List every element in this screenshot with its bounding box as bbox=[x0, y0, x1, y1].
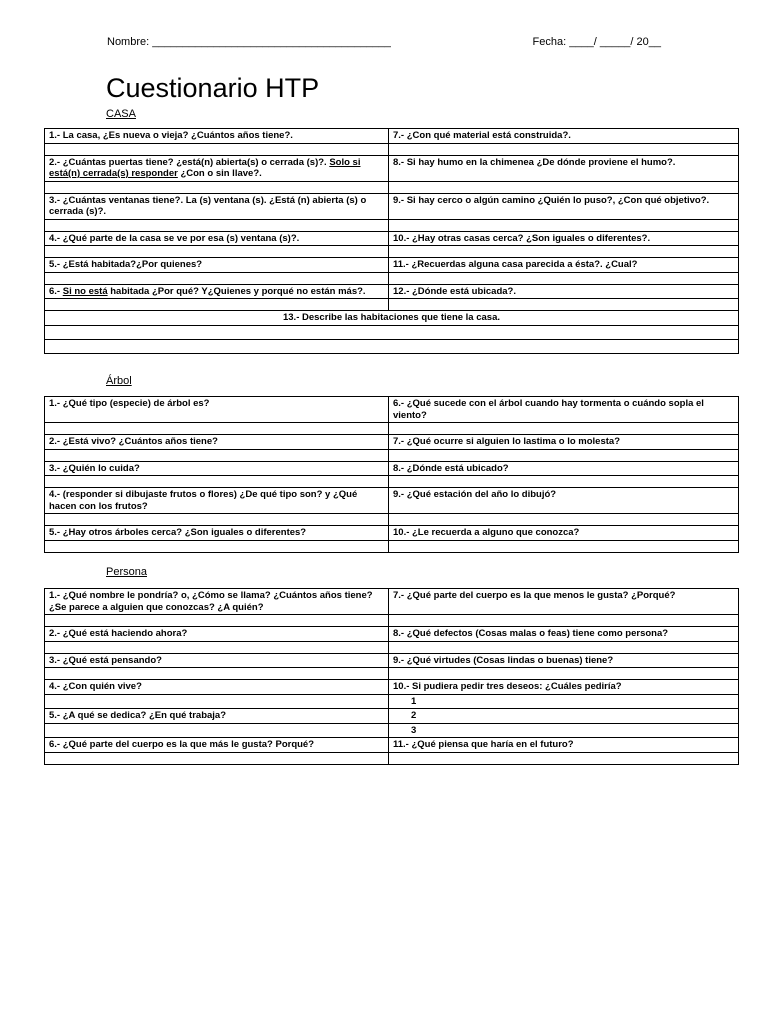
answer-cell[interactable] bbox=[45, 476, 389, 488]
question-persona-7: 7.- ¿Qué parte del cuerpo es la que menos le gusta? ¿Porqué? bbox=[389, 589, 739, 615]
wish-row bbox=[45, 723, 739, 738]
question-arbol-4: 4.- (responder si dibujaste frutos o flores) ¿De qué tipo son? y ¿Qué hacen con los frutos? bbox=[45, 488, 389, 514]
answer-cell[interactable] bbox=[45, 668, 389, 680]
question-row bbox=[45, 627, 739, 642]
answer-cell[interactable] bbox=[45, 325, 739, 339]
question-row bbox=[45, 526, 739, 541]
answer-cell[interactable] bbox=[389, 476, 739, 488]
casa-table bbox=[44, 128, 739, 354]
answer-cell[interactable] bbox=[45, 540, 389, 552]
question-casa-5: 5.- ¿Está habitada?¿Por quienes? bbox=[45, 258, 389, 273]
persona-table bbox=[44, 588, 739, 765]
question-casa-10: 10.- ¿Hay otras casas cerca? ¿Son iguales o diferentes?. bbox=[389, 231, 739, 246]
question-persona-6: 6.- ¿Qué parte del cuerpo es la que más le gusta? Porqué? bbox=[45, 738, 389, 753]
answer-cell[interactable] bbox=[45, 514, 389, 526]
question-persona-11: 11.- ¿Qué piensa que haría en el futuro? bbox=[389, 738, 739, 753]
question-row bbox=[45, 589, 739, 615]
answer-cell[interactable] bbox=[389, 272, 739, 284]
section-label-arbol: Árbol bbox=[106, 375, 132, 387]
answer-row bbox=[45, 752, 739, 764]
question-casa-11: 11.- ¿Recuerdas alguna casa parecida a ésta?. ¿Cual? bbox=[389, 258, 739, 273]
question-persona-8: 8.- ¿Qué defectos (Cosas malas o feas) tiene como persona? bbox=[389, 627, 739, 642]
answer-row bbox=[45, 514, 739, 526]
question-row bbox=[45, 435, 739, 450]
answer-cell[interactable] bbox=[45, 641, 389, 653]
question-arbol-8: 8.- ¿Dónde está ubicado? bbox=[389, 461, 739, 476]
question-casa-3: 3.- ¿Cuántas ventanas tiene?. La (s) ventana (s). ¿Está (n) abierta (s) o cerrada (s)?. bbox=[45, 193, 389, 219]
question-arbol-5: 5.- ¿Hay otros árboles cerca? ¿Son iguales o diferentes? bbox=[45, 526, 389, 541]
answer-cell[interactable] bbox=[389, 449, 739, 461]
answer-cell[interactable] bbox=[389, 752, 739, 764]
answer-cell[interactable] bbox=[389, 540, 739, 552]
header bbox=[107, 36, 667, 48]
question-casa-4: 4.- ¿Qué parte de la casa se ve por esa (s) ventana (s)?. bbox=[45, 231, 389, 246]
question-arbol-10: 10.- ¿Le recuerda a alguno que conozca? bbox=[389, 526, 739, 541]
question-row bbox=[45, 311, 739, 326]
question-casa-6 bbox=[45, 284, 389, 299]
question-text: 2.- ¿Cuántas puertas tiene? ¿está(n) abierta(s) o cerrada (s)?. bbox=[49, 156, 330, 168]
answer-cell[interactable] bbox=[45, 615, 389, 627]
question-persona-5: 5.- ¿A qué se dedica? ¿En qué trabaja? bbox=[45, 709, 389, 724]
question-text-underlined: Si no está bbox=[62, 285, 108, 297]
answer-cell[interactable] bbox=[45, 143, 389, 155]
answer-row bbox=[45, 668, 739, 680]
answer-row bbox=[45, 449, 739, 461]
question-row bbox=[45, 680, 739, 695]
section-label-casa: CASA bbox=[106, 108, 136, 120]
question-persona-9: 9.- ¿Qué virtudes (Cosas lindas o buenas) tiene? bbox=[389, 653, 739, 668]
question-casa-7: 7.- ¿Con qué material está construida?. bbox=[389, 129, 739, 144]
answer-row bbox=[45, 540, 739, 552]
answer-cell[interactable] bbox=[389, 641, 739, 653]
question-row bbox=[45, 258, 739, 273]
wish-2[interactable]: 2 bbox=[389, 709, 739, 724]
answer-cell[interactable] bbox=[45, 246, 389, 258]
answer-cell[interactable] bbox=[389, 246, 739, 258]
question-persona-10: 10.- Si pudiera pedir tres deseos: ¿Cuáles pediría? bbox=[389, 680, 739, 695]
question-row bbox=[45, 397, 739, 423]
answer-row bbox=[45, 325, 739, 339]
question-text: ¿Con o sin llave?. bbox=[177, 168, 262, 179]
wish-row bbox=[45, 694, 739, 709]
answer-cell[interactable] bbox=[45, 449, 389, 461]
answer-row bbox=[45, 246, 739, 258]
answer-cell[interactable] bbox=[45, 694, 389, 709]
answer-cell[interactable] bbox=[45, 752, 389, 764]
question-arbol-1: 1.- ¿Qué tipo (especie) de árbol es? bbox=[45, 397, 389, 423]
date-field[interactable]: Fecha: ____/ _____/ 20__ bbox=[532, 36, 661, 48]
question-casa-9: 9.- Si hay cerco o algún camino ¿Quién lo puso?, ¿Con qué objetivo?. bbox=[389, 193, 739, 219]
question-row bbox=[45, 284, 739, 299]
answer-row bbox=[45, 143, 739, 155]
answer-row bbox=[45, 219, 739, 231]
question-persona-2: 2.- ¿Qué está haciendo ahora? bbox=[45, 627, 389, 642]
answer-cell[interactable] bbox=[45, 339, 739, 353]
question-arbol-6: 6.- ¿Qué sucede con el árbol cuando hay tormenta o cuándo sopla el viento? bbox=[389, 397, 739, 423]
question-arbol-3: 3.- ¿Quién lo cuida? bbox=[45, 461, 389, 476]
answer-row bbox=[45, 641, 739, 653]
answer-row bbox=[45, 272, 739, 284]
answer-cell[interactable] bbox=[389, 514, 739, 526]
page-title: Cuestionario HTP bbox=[106, 73, 320, 103]
answer-cell[interactable] bbox=[389, 219, 739, 231]
question-casa-13: 13.- Describe las habitaciones que tiene la casa. bbox=[45, 311, 739, 326]
answer-row bbox=[45, 476, 739, 488]
question-casa-8: 8.- Si hay humo en la chimenea ¿De dónde proviene el humo?. bbox=[389, 155, 739, 181]
question-row bbox=[45, 488, 739, 514]
answer-cell[interactable] bbox=[45, 723, 389, 738]
question-text-underlined: Solo si está(n) cerrada(s) responder bbox=[49, 156, 361, 179]
answer-row bbox=[45, 181, 739, 193]
question-arbol-7: 7.- ¿Qué ocurre si alguien lo lastima o lo molesta? bbox=[389, 435, 739, 450]
question-persona-4: 4.- ¿Con quién vive? bbox=[45, 680, 389, 695]
question-casa-12: 12.- ¿Dónde está ubicada?. bbox=[389, 284, 739, 299]
question-casa-2 bbox=[45, 155, 389, 181]
question-arbol-2: 2.- ¿Está vivo? ¿Cuántos años tiene? bbox=[45, 435, 389, 450]
answer-cell[interactable] bbox=[45, 181, 389, 193]
question-row bbox=[45, 129, 739, 144]
answer-row bbox=[45, 615, 739, 627]
answer-row bbox=[45, 339, 739, 353]
answer-row bbox=[45, 423, 739, 435]
answer-cell[interactable] bbox=[45, 299, 389, 311]
question-casa-1: 1.- La casa, ¿Es nueva o vieja? ¿Cuántos años tiene?. bbox=[45, 129, 389, 144]
answer-row bbox=[45, 299, 739, 311]
question-row bbox=[45, 231, 739, 246]
arbol-table bbox=[44, 396, 739, 553]
answer-cell[interactable] bbox=[389, 615, 739, 627]
question-row bbox=[45, 653, 739, 668]
answer-cell[interactable] bbox=[389, 143, 739, 155]
wish-3[interactable]: 3 bbox=[389, 723, 739, 738]
answer-cell[interactable] bbox=[389, 668, 739, 680]
question-text: 6.- bbox=[49, 285, 63, 297]
name-field[interactable]: Nombre: _______________________________________ bbox=[107, 36, 391, 48]
answer-cell[interactable] bbox=[389, 423, 739, 435]
answer-cell[interactable] bbox=[45, 272, 389, 284]
question-row bbox=[45, 738, 739, 753]
section-label-persona: Persona bbox=[106, 566, 147, 578]
question-persona-1: 1.- ¿Qué nombre le pondría? o, ¿Cómo se llama? ¿Cuántos años tiene? ¿Se parece a alguien que conozcas? ¿A quién? bbox=[45, 589, 389, 615]
question-row bbox=[45, 155, 739, 181]
answer-cell[interactable] bbox=[45, 423, 389, 435]
wish-1[interactable]: 1 bbox=[389, 694, 739, 709]
answer-cell[interactable] bbox=[45, 219, 389, 231]
question-text: habitada ¿Por qué? Y¿Quienes y porqué no están más?. bbox=[107, 285, 366, 297]
answer-cell[interactable] bbox=[389, 299, 739, 311]
question-row bbox=[45, 193, 739, 219]
question-row bbox=[45, 461, 739, 476]
answer-cell[interactable] bbox=[389, 181, 739, 193]
question-arbol-9: 9.- ¿Qué estación del año lo dibujó? bbox=[389, 488, 739, 514]
question-persona-3: 3.- ¿Qué está pensando? bbox=[45, 653, 389, 668]
wish-row bbox=[45, 709, 739, 724]
